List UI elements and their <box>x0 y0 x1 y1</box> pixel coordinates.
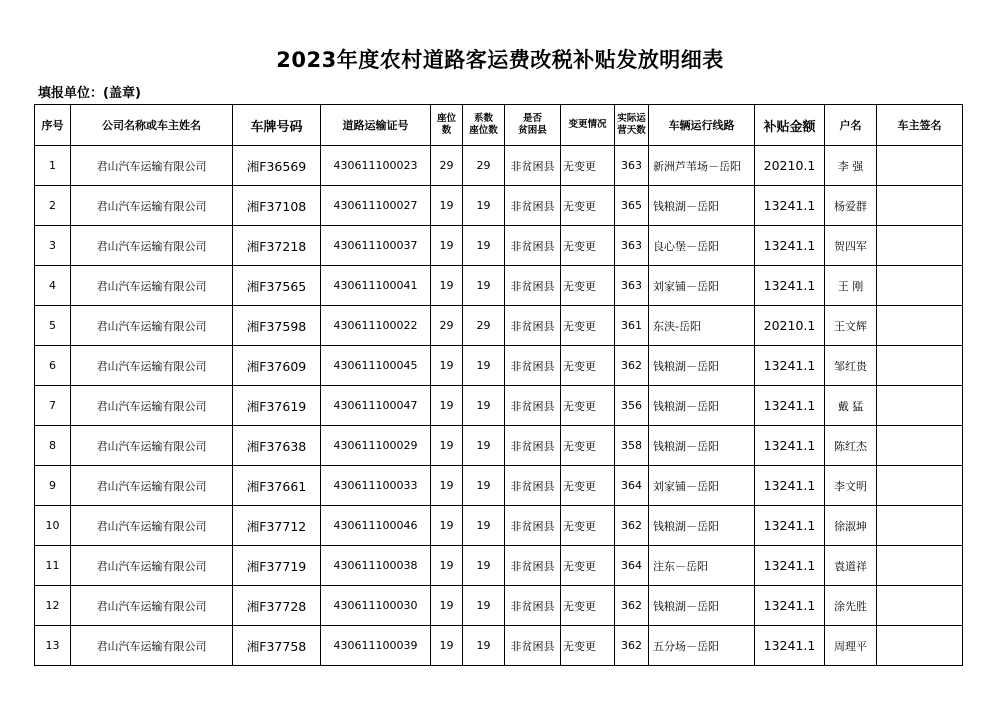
table-row <box>35 386 963 426</box>
cell-days: 363 <box>615 226 649 266</box>
cell-coef-seats: 19 <box>463 466 505 506</box>
table-row <box>35 346 963 386</box>
cell-seq: 13 <box>35 626 71 666</box>
table-row <box>35 306 963 346</box>
cell-plate: 湘F37565 <box>233 266 321 306</box>
cell-seq: 12 <box>35 586 71 626</box>
cell-change: 无变更 <box>561 426 615 466</box>
cell-seats: 19 <box>431 266 463 306</box>
cell-route: 五分场－岳阳 <box>649 626 755 666</box>
cell-days: 362 <box>615 626 649 666</box>
table-row <box>35 586 963 626</box>
cell-account: 王 刚 <box>825 266 877 306</box>
header-coef-line1: 系数 <box>473 113 493 124</box>
cell-change: 无变更 <box>561 146 615 186</box>
cell-change: 无变更 <box>561 186 615 226</box>
cell-route: 钱粮湖－岳阳 <box>649 186 755 226</box>
cell-change: 无变更 <box>561 626 615 666</box>
cell-coef-seats: 19 <box>463 226 505 266</box>
cell-poverty: 非贫困县 <box>505 506 561 546</box>
table-body <box>35 146 963 666</box>
cell-amount: 13241.1 <box>755 586 825 626</box>
header-plate: 车牌号码 <box>233 105 321 146</box>
cell-company: 君山汽车运输有限公司 <box>71 506 233 546</box>
cell-company: 君山汽车运输有限公司 <box>71 586 233 626</box>
cell-company: 君山汽车运输有限公司 <box>71 226 233 266</box>
cell-signature[interactable] <box>877 186 963 226</box>
cell-license: 430611100039 <box>321 626 431 666</box>
cell-route: 良心堡－岳阳 <box>649 226 755 266</box>
cell-license: 430611100037 <box>321 226 431 266</box>
cell-days: 365 <box>615 186 649 226</box>
cell-coef-seats: 29 <box>463 306 505 346</box>
cell-days: 364 <box>615 546 649 586</box>
cell-coef-seats: 19 <box>463 546 505 586</box>
table-row <box>35 226 963 266</box>
cell-seats: 29 <box>431 306 463 346</box>
cell-seq: 6 <box>35 346 71 386</box>
cell-amount: 13241.1 <box>755 626 825 666</box>
table-row <box>35 546 963 586</box>
cell-change: 无变更 <box>561 346 615 386</box>
cell-company: 君山汽车运输有限公司 <box>71 386 233 426</box>
header-signature: 车主签名 <box>877 105 963 146</box>
table-row <box>35 426 963 466</box>
cell-seq: 2 <box>35 186 71 226</box>
cell-signature[interactable] <box>877 226 963 266</box>
header-seq: 序号 <box>35 105 71 146</box>
cell-seats: 19 <box>431 386 463 426</box>
cell-seq: 8 <box>35 426 71 466</box>
cell-amount: 13241.1 <box>755 346 825 386</box>
cell-signature[interactable] <box>877 146 963 186</box>
cell-route: 刘家铺－岳阳 <box>649 466 755 506</box>
cell-change: 无变更 <box>561 306 615 346</box>
header-coef-seats <box>463 105 505 146</box>
cell-seq: 4 <box>35 266 71 306</box>
cell-seats: 19 <box>431 426 463 466</box>
cell-amount: 13241.1 <box>755 266 825 306</box>
cell-license: 430611100047 <box>321 386 431 426</box>
header-poverty-line2: 贫困县 <box>518 125 547 136</box>
cell-amount: 20210.1 <box>755 306 825 346</box>
cell-seq: 1 <box>35 146 71 186</box>
cell-poverty: 非贫困县 <box>505 306 561 346</box>
cell-license: 430611100027 <box>321 186 431 226</box>
cell-license: 430611100023 <box>321 146 431 186</box>
cell-signature[interactable] <box>877 306 963 346</box>
cell-company: 君山汽车运输有限公司 <box>71 266 233 306</box>
cell-plate: 湘F37728 <box>233 586 321 626</box>
cell-poverty: 非贫困县 <box>505 546 561 586</box>
subsidy-detail-table <box>34 104 963 666</box>
cell-company: 君山汽车运输有限公司 <box>71 626 233 666</box>
cell-account: 李 强 <box>825 146 877 186</box>
cell-seats: 19 <box>431 506 463 546</box>
cell-amount: 13241.1 <box>755 506 825 546</box>
cell-poverty: 非贫困县 <box>505 146 561 186</box>
header-seats <box>431 105 463 146</box>
header-days-line1: 实际运 <box>617 113 646 124</box>
cell-account: 杨爱群 <box>825 186 877 226</box>
table-header-row <box>35 105 963 146</box>
cell-route: 注东－岳阳 <box>649 546 755 586</box>
cell-poverty: 非贫困县 <box>505 226 561 266</box>
cell-account: 周理平 <box>825 626 877 666</box>
cell-route: 刘家铺－岳阳 <box>649 266 755 306</box>
cell-poverty: 非贫困县 <box>505 626 561 666</box>
cell-poverty: 非贫困县 <box>505 426 561 466</box>
cell-amount: 13241.1 <box>755 426 825 466</box>
cell-seq: 7 <box>35 386 71 426</box>
page-title: 2023年度农村道路客运费改税补贴发放明细表 <box>276 48 724 72</box>
header-seats-line2: 数 <box>441 125 452 136</box>
cell-plate: 湘F36569 <box>233 146 321 186</box>
cell-route: 钱粮湖－岳阳 <box>649 346 755 386</box>
cell-poverty: 非贫困县 <box>505 266 561 306</box>
cell-days: 362 <box>615 346 649 386</box>
cell-signature[interactable] <box>877 466 963 506</box>
cell-plate: 湘F37661 <box>233 466 321 506</box>
cell-coef-seats: 19 <box>463 626 505 666</box>
cell-coef-seats: 19 <box>463 346 505 386</box>
cell-seats: 19 <box>431 546 463 586</box>
table-row <box>35 186 963 226</box>
cell-days: 358 <box>615 426 649 466</box>
table-row <box>35 266 963 306</box>
cell-coef-seats: 19 <box>463 506 505 546</box>
cell-company: 君山汽车运输有限公司 <box>71 306 233 346</box>
cell-change: 无变更 <box>561 386 615 426</box>
cell-license: 430611100046 <box>321 506 431 546</box>
cell-days: 362 <box>615 506 649 546</box>
cell-account: 陈红杰 <box>825 426 877 466</box>
cell-account: 邹红贵 <box>825 346 877 386</box>
cell-change: 无变更 <box>561 546 615 586</box>
header-route: 车辆运行线路 <box>649 105 755 146</box>
cell-amount: 13241.1 <box>755 386 825 426</box>
cell-change: 无变更 <box>561 266 615 306</box>
cell-seats: 19 <box>431 226 463 266</box>
cell-plate: 湘F37712 <box>233 506 321 546</box>
header-amount: 补贴金额 <box>755 105 825 146</box>
header-license: 道路运输证号 <box>321 105 431 146</box>
cell-days: 356 <box>615 386 649 426</box>
cell-coef-seats: 19 <box>463 386 505 426</box>
cell-signature[interactable] <box>877 426 963 466</box>
cell-company: 君山汽车运输有限公司 <box>71 346 233 386</box>
cell-signature[interactable] <box>877 586 963 626</box>
cell-account: 袁道祥 <box>825 546 877 586</box>
cell-change: 无变更 <box>561 466 615 506</box>
cell-days: 361 <box>615 306 649 346</box>
cell-account: 王文辉 <box>825 306 877 346</box>
fill-unit-label: 填报单位：(盖章) <box>38 86 141 101</box>
cell-poverty: 非贫困县 <box>505 346 561 386</box>
header-account: 户名 <box>825 105 877 146</box>
cell-change: 无变更 <box>561 586 615 626</box>
cell-seq: 3 <box>35 226 71 266</box>
cell-amount: 13241.1 <box>755 186 825 226</box>
cell-license: 430611100030 <box>321 586 431 626</box>
cell-days: 363 <box>615 266 649 306</box>
cell-signature[interactable] <box>877 506 963 546</box>
cell-route: 钱粮湖－岳阳 <box>649 386 755 426</box>
cell-signature[interactable] <box>877 626 963 666</box>
cell-coef-seats: 19 <box>463 426 505 466</box>
cell-plate: 湘F37218 <box>233 226 321 266</box>
cell-change: 无变更 <box>561 506 615 546</box>
cell-plate: 湘F37758 <box>233 626 321 666</box>
cell-plate: 湘F37609 <box>233 346 321 386</box>
cell-company: 君山汽车运输有限公司 <box>71 466 233 506</box>
header-seats-line1: 座位 <box>436 113 456 124</box>
cell-coef-seats: 19 <box>463 186 505 226</box>
cell-poverty: 非贫困县 <box>505 586 561 626</box>
cell-route: 钱粮湖－岳阳 <box>649 506 755 546</box>
cell-signature[interactable] <box>877 386 963 426</box>
cell-plate: 湘F37108 <box>233 186 321 226</box>
table-row <box>35 506 963 546</box>
cell-coef-seats: 19 <box>463 586 505 626</box>
cell-seats: 19 <box>431 626 463 666</box>
header-poverty <box>505 105 561 146</box>
cell-license: 430611100022 <box>321 306 431 346</box>
cell-poverty: 非贫困县 <box>505 466 561 506</box>
cell-amount: 13241.1 <box>755 466 825 506</box>
cell-license: 430611100038 <box>321 546 431 586</box>
header-days <box>615 105 649 146</box>
cell-days: 363 <box>615 146 649 186</box>
cell-route: 东浃-岳阳 <box>649 306 755 346</box>
cell-seq: 11 <box>35 546 71 586</box>
cell-account: 涂先胜 <box>825 586 877 626</box>
cell-days: 364 <box>615 466 649 506</box>
header-coef-line2: 座位数 <box>469 125 498 136</box>
cell-route: 钱粮湖－岳阳 <box>649 426 755 466</box>
cell-poverty: 非贫困县 <box>505 186 561 226</box>
cell-amount: 13241.1 <box>755 546 825 586</box>
cell-coef-seats: 29 <box>463 146 505 186</box>
table-row <box>35 466 963 506</box>
cell-plate: 湘F37719 <box>233 546 321 586</box>
cell-account: 李文明 <box>825 466 877 506</box>
cell-seats: 29 <box>431 146 463 186</box>
cell-poverty: 非贫困县 <box>505 386 561 426</box>
cell-seq: 9 <box>35 466 71 506</box>
cell-plate: 湘F37638 <box>233 426 321 466</box>
cell-route: 新洲芦苇场－岳阳 <box>649 146 755 186</box>
cell-seats: 19 <box>431 466 463 506</box>
cell-days: 362 <box>615 586 649 626</box>
cell-seq: 10 <box>35 506 71 546</box>
cell-change: 无变更 <box>561 226 615 266</box>
table-row <box>35 146 963 186</box>
cell-company: 君山汽车运输有限公司 <box>71 546 233 586</box>
cell-amount: 20210.1 <box>755 146 825 186</box>
header-days-line2: 营天数 <box>617 125 646 136</box>
cell-account: 徐淑坤 <box>825 506 877 546</box>
header-poverty-line1: 是否 <box>522 113 542 124</box>
header-company: 公司名称或车主姓名 <box>71 105 233 146</box>
cell-seats: 19 <box>431 346 463 386</box>
cell-seq: 5 <box>35 306 71 346</box>
cell-account: 戴 猛 <box>825 386 877 426</box>
cell-amount: 13241.1 <box>755 226 825 266</box>
cell-company: 君山汽车运输有限公司 <box>71 426 233 466</box>
cell-license: 430611100033 <box>321 466 431 506</box>
cell-plate: 湘F37598 <box>233 306 321 346</box>
cell-company: 君山汽车运输有限公司 <box>71 186 233 226</box>
cell-license: 430611100041 <box>321 266 431 306</box>
cell-signature[interactable] <box>877 346 963 386</box>
cell-signature[interactable] <box>877 266 963 306</box>
cell-plate: 湘F37619 <box>233 386 321 426</box>
cell-route: 钱粮湖－岳阳 <box>649 586 755 626</box>
cell-coef-seats: 19 <box>463 266 505 306</box>
header-change: 变更情况 <box>561 105 615 146</box>
cell-seats: 19 <box>431 586 463 626</box>
cell-seats: 19 <box>431 186 463 226</box>
cell-company: 君山汽车运输有限公司 <box>71 146 233 186</box>
table-row <box>35 626 963 666</box>
cell-license: 430611100045 <box>321 346 431 386</box>
cell-license: 430611100029 <box>321 426 431 466</box>
cell-signature[interactable] <box>877 546 963 586</box>
cell-account: 贺四军 <box>825 226 877 266</box>
